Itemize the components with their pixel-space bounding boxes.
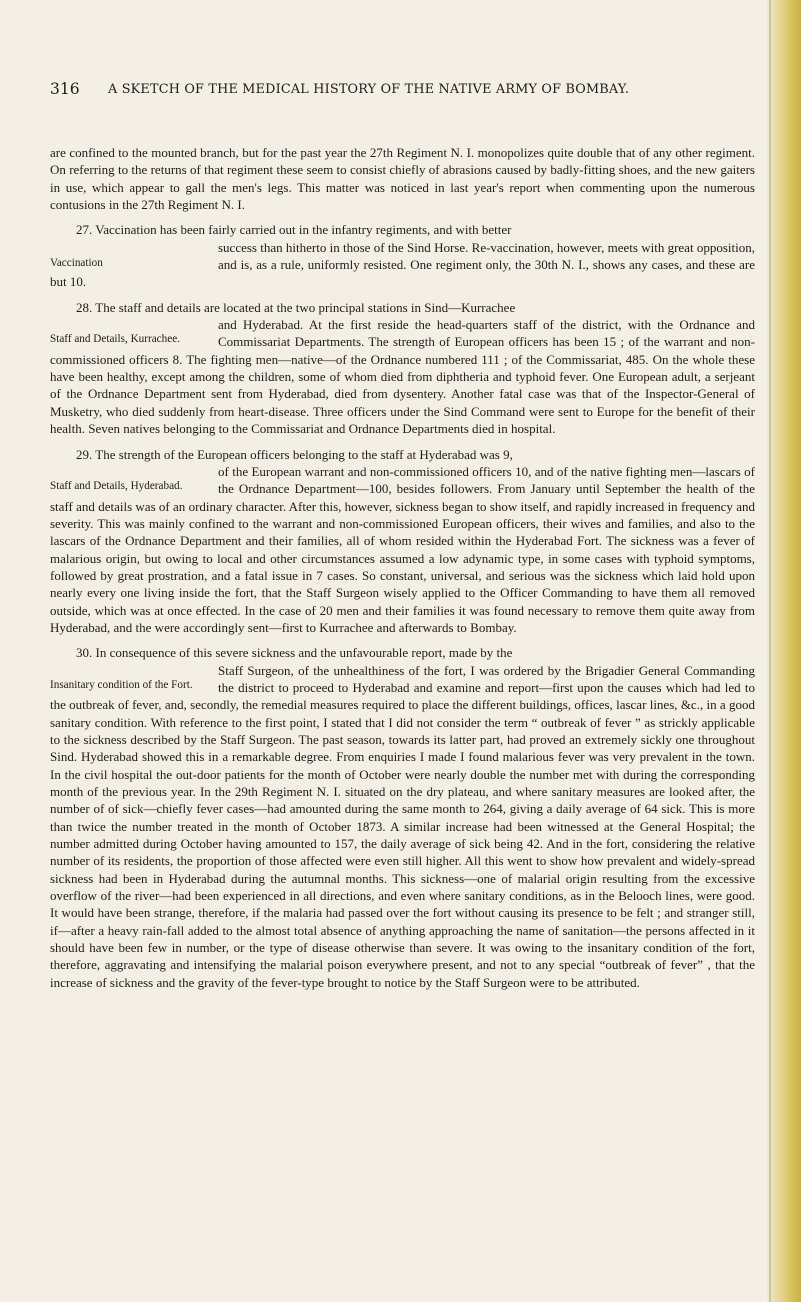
paragraph-29 — [50, 463, 755, 636]
paragraph-30 — [50, 662, 755, 992]
paragraph-28-body: and Hyderabad. At the first reside the head-quarters staff of the district, with the Ordnance and Commissariat Departments. The strength of European officers has been 15 ; of the warrant and non-commissioned officers 8. The fighting men—native—of the Ordnance numbered 111 ; of the Commissariat, 485. On the whole these have been healthy, except among the children, some of whom died from diphtheria and typhoid fever. One European adult, a serjeant of the Ordnance Department sent from Hyderabad, died from dysentery. Another fatal case was that of the Inspector-General of Musketry, who died suddenly from heart-disease. Three officers under the Sind Command were sent to Europe for the benefit of their health. Seven natives belonging to the Commissariat and Ordnance Departments died in hospital. — [50, 317, 755, 437]
paragraph-28-lead: 28. The staff and details are located at the two principal stations in Sind—Kurrachee — [76, 299, 516, 315]
sidenote-vaccination: Vaccination — [50, 256, 103, 269]
document-body — [50, 144, 755, 991]
paragraph-continuation: are confined to the mounted branch, but for the past year the 27th Regiment N. I. monopolizes quite double that of any other regiment. On referring to the returns of that regiment these seem to consist chiefly of abrasions caused by badly-fitting shoes, and the new gaiters in use, which appear to gall the men's legs. This matter was noticed in last year's report when commenting upon the numerous contusions in the 27th Regiment N. I. — [50, 145, 755, 213]
sidenote-staff-kurrachee: Staff and Details, Kurrachee. — [50, 333, 180, 346]
paragraph-30-lead: 30. In consequence of this severe sickness and the unfavourable report, made by the — [76, 645, 513, 661]
paragraph-27-body: success than hitherto in those of the Sind Horse. Re-vaccination, however, meets with great opposition, and is, as a rule, uniformly resisted. One regiment only, the 30th N. I., shows any cases, and these are but 10. — [50, 239, 755, 290]
page-edge-line — [769, 0, 771, 1302]
paragraph-29-body: of the European warrant and non-commissioned officers 10, and of the native fighting men—lascars of the Ordnance Department—100, besides followers. From January until September the health of the staff and details was of an ordinary character. After this, however, sickness began to show itself, and rapidly increased in frequency and severity. This was mainly confined to the warrant and non-commissioned European officers, their wives and families, and also to the lascars of the Ordnance Department and their families, all of whom resided within the Hyderabad Fort. The sickness was a fever of malarious origin, but owing to local and other circumstances assumed a low adynamic type, in some cases with typhoid symptoms, followed by great prostration, and a fatal issue in 7 cases. So constant, universal, and serious was the sickness which laid hold upon nearly every one living inside the fort, that the Staff Surgeon wisely applied to the Officer Commanding to have them all removed outside, which was at once effected. In the case of 20 men and their families it was found necessary to remove them quite away from Hyderabad, and the were accordingly sent—first to Kurrachee and afterwards to Bombay. — [50, 463, 755, 635]
page-number: 316 — [50, 80, 80, 98]
paragraph-28 — [50, 316, 755, 437]
running-title: A SKETCH OF THE MEDICAL HISTORY OF THE NATIVE ARMY OF BOMBAY. — [108, 82, 630, 97]
page-edge-decoration — [767, 0, 801, 1302]
paragraph-27 — [50, 239, 755, 291]
page-header — [50, 80, 755, 110]
sidenote-staff-hyderabad: Staff and Details, Hyderabad. — [50, 479, 183, 492]
sidenote-insanitary-fort: Insanitary condition of the Fort. — [50, 678, 193, 691]
paragraph-29-lead: 29. The strength of the European officers belonging to the staff at Hyderabad was 9, — [76, 446, 513, 462]
paragraph-27-lead: 27. Vaccination has been fairly carried out in the infantry regiments, and with better — [76, 222, 512, 238]
paragraph-30-body: Staff Surgeon, of the unhealthiness of the fort, I was ordered by the Brigadier General Commanding the district to proceed to Hyderabad and examine and report—first upon the causes which had led to the outbreak of fever, and, secondly, the remedial measures required to place the different buildings, offices, lascar lines, &c., in a good sanitary condition. With reference to the first point, I stated that I did not consider the term “ outbreak of fever ” as strickly applicable to the sickness described by the Staff Surgeon. The past season, towards its latter part, had proved an extremely sickly one throughout Sind. Hyderabad showed this in a remarkable degree. From enquiries I made I found malarious fever was very prevalent in the town. In the civil hospital the out-door patients for the month of October were nearly double the number met with during the corresponding month of the previous year. In the 29th Regiment N. I. situated on the dry plateau, and where sanitary measures are looked after, the number of of sick—chiefly fever cases—had amounted during the same month to 264, giving a daily average of 64 sick. This is more than twice the number treated in the month of October 1873. A similar increase had been witnessed at the General Hospital; the number admitted during October having amounted to 157, the daily average of sick being 42. And in the fort, considering the relative number of its residents, the proportion of those affected were even still higher. All this went to show how prevalent and widely-spread sickness had been in Hyderabad during the autumnal months. This sickness—one of malarial origin resulting from the excessive overflow of the river—had been experienced in all directions, and even where sanitary conditions, as in the Belooch lines, were good. It would have been strange, therefore, if the malaria had passed over the fort without causing its presence to be felt ; and stranger still, if—after a heavy rain-fall added to the almost total absence of anything approaching the name of sanitation—the persons affected in it should have been few in number, or the type of disease otherwise than severe. It was owing to the insanitary condition of the fort, therefore, aggravating and intensifying the malarial poison everywhere present, and not to any special “outbreak of fever” , that the increase of sickness and the gravity of the fever-type brought to notice by the Staff Surgeon were to be attributed. — [50, 662, 755, 990]
